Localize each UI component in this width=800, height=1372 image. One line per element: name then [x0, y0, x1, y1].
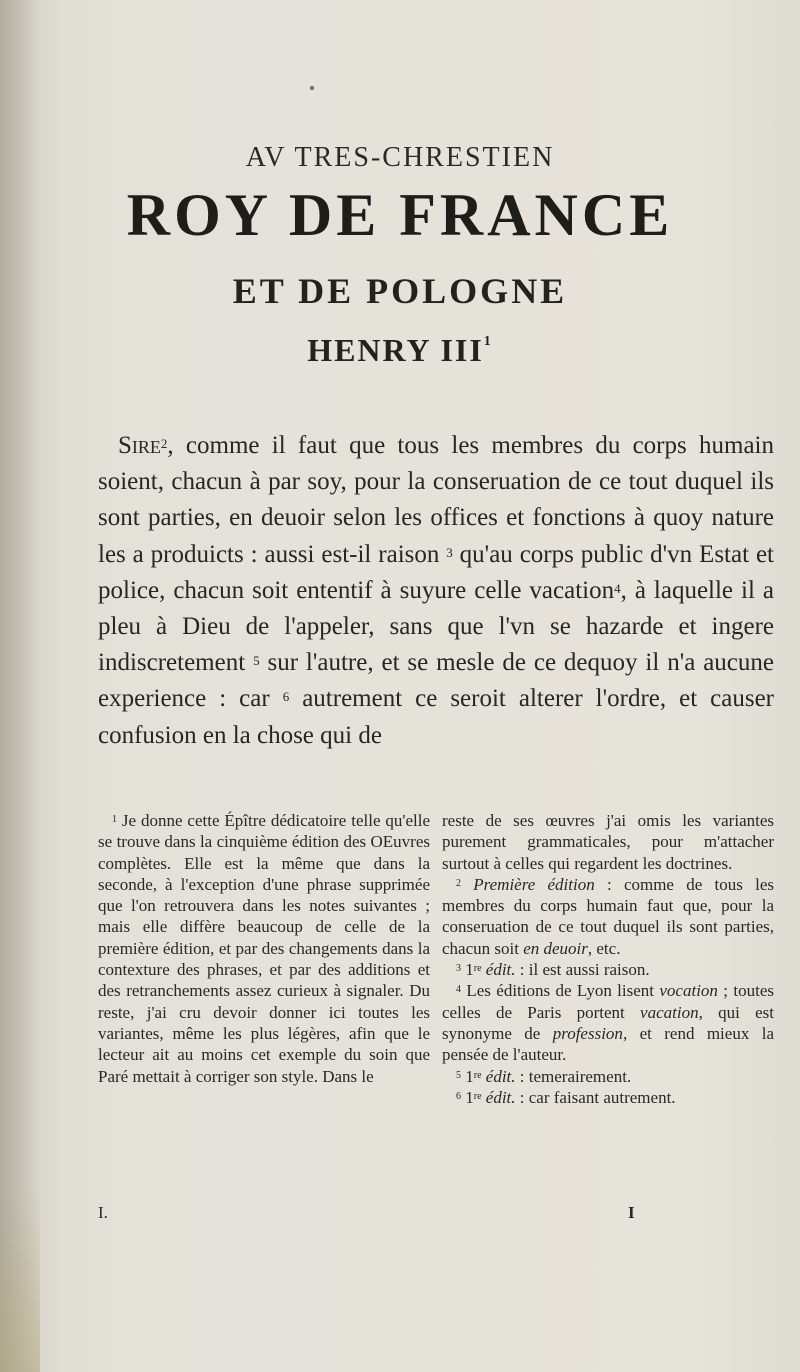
note-italic: Première édition: [473, 874, 595, 894]
dedication-line-3: ET DE POLOGNE: [232, 271, 568, 311]
footnote-ref: 4: [614, 580, 621, 596]
note-text: , etc.: [587, 938, 621, 958]
note-italic: vacation: [640, 1002, 699, 1022]
note-italic: édit.: [485, 960, 516, 980]
ink-speck: [310, 86, 314, 90]
footnote-ref: 5: [253, 653, 260, 669]
body-text: Sire: [118, 432, 161, 459]
note-text: reste de ses œuvres j'ai omis les variantes purement grammaticales, pour m'attacher surtout à celles qui regardent les doctrines.: [442, 811, 774, 873]
footnote-ref: 1: [112, 814, 117, 825]
footnote-ref: 3: [456, 963, 461, 975]
body-text: , comme il faut que tous les membres du corps humain soient, chacun à par soy, pour la conseruation de ce tout duquel ils sont parties, en deuoir selon les offices et fonctions à quoy nature les a produicts : aussi est-il raison: [98, 432, 774, 568]
signature-mark-right: I: [628, 1203, 635, 1222]
note-text: : car faisant autrement.: [515, 1087, 676, 1107]
note-italic: profession: [552, 1023, 623, 1043]
note-text: 1: [461, 960, 474, 980]
note-text: [461, 875, 473, 894]
note-italic: en deuoir: [523, 938, 588, 958]
footnote-2: [442, 874, 774, 959]
footnote-ref: 3: [446, 544, 453, 560]
footnote-ref: re: [473, 963, 482, 975]
footnote-5: [442, 1066, 774, 1087]
dedication-line-1: AV TRES-CHRESTIEN: [245, 142, 555, 173]
signature-mark-left: I.: [98, 1203, 108, 1222]
footnote-1-continued: [442, 810, 774, 874]
note-italic: édit.: [485, 1087, 516, 1107]
note-text: , et rend mieux la pensée de l'auteur.: [442, 1023, 774, 1065]
note-text: Les éditions de Lyon lisent: [461, 981, 660, 1001]
footnote-ref: 6: [282, 689, 290, 705]
page-edge-stain: [0, 1180, 40, 1372]
note-italic: édit.: [485, 1066, 516, 1086]
footnote-ref: 4: [456, 984, 461, 996]
footnote-1: [98, 810, 430, 1087]
note-text: , qui est synonyme de: [442, 1002, 774, 1043]
note-text: 1: [461, 1066, 474, 1086]
footnote-ref: 1: [483, 334, 493, 349]
footnote-4: [442, 980, 774, 1065]
note-text: : temerairement.: [515, 1066, 632, 1086]
note-text: 1: [461, 1087, 474, 1107]
note-text: Je donne cette Épître dédicatoire telle qu'elle se trouve dans la cinquième édition des OEuvres complètes. Elle est la même que dans la seconde, à l'exception d'une phrase supprimée que l'on retrouvera dans les notes suivantes ; mais elle diffère beaucoup de celle de la première édition, et par des changements dans la contexture des phrases, et par des additions et des retranchements assez curieux à signaler. Du reste, j'ai cru devoir donner ici toutes les variantes, même les plus légères, afin que le lecteur ait au moins cet exemple du soin que Paré mettait à corriger son style. Dans le: [98, 811, 430, 1086]
body-text: , à laquelle il a pleu à Dieu de l'appeler, sans que l'vn se hazarde et ingere indiscretement: [98, 576, 774, 677]
footnote-6: [442, 1087, 774, 1108]
footnote-ref: 2: [160, 436, 168, 451]
footnotes-left-column: [98, 810, 430, 1087]
dedication-line-2: ROY DE FRANCE: [126, 182, 674, 248]
note-italic: vocation: [659, 981, 718, 1001]
footnote-ref: re: [473, 1069, 482, 1081]
dedication-line-4: [0, 332, 800, 369]
footnotes-right-column: [442, 810, 774, 1108]
footnote-ref: 6: [456, 1090, 461, 1102]
dedicatee-name: HENRY III: [307, 332, 484, 368]
footnote-3: [442, 959, 774, 980]
note-text: : il est aussi raison.: [515, 960, 650, 980]
footnote-ref: re: [473, 1090, 482, 1102]
body-text: autrement ce seroit alterer l'ordre, et causer confusion en la chose qui de: [98, 685, 774, 749]
footnote-ref: 2: [456, 877, 461, 889]
body-text: sur l'autre, et se mesle de ce dequoy il n'a aucune experience : car: [98, 649, 774, 713]
footnote-ref: 5: [456, 1069, 461, 1081]
note-text: : comme de tous les membres du corps humain faut que, pour la conseruation de ce tout duquel ils sont parties, chacun soit: [442, 874, 774, 958]
dedication-body: [98, 428, 774, 754]
note-text: ; toutes celles de Paris portent: [442, 981, 774, 1022]
body-text: qu'au corps public d'vn Estat et police, chacun soit ententif à suyure celle vacation: [98, 540, 774, 604]
